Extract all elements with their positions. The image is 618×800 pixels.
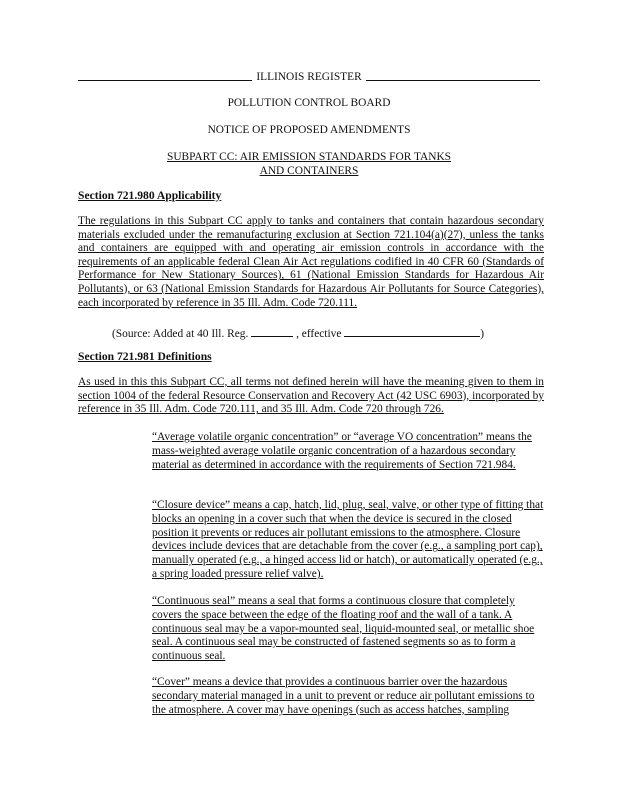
definition-closure-device: “Closure device” means a cap, hatch, lid, plug, seal, valve, or other type of fitting that blocks an opening in a cover such that when the device is secured in the closed position it prevents or reduces air pollutant emissions to the atmosphere. Closure devices include devices that are detachable from the cover (e.g., a sampling port cap), manually operated (e.g., a hinged access lid or hatch), or automatically operated (e.g., a spring loaded pressure relief valve). bbox=[152, 499, 544, 580]
definition-average-vo: “Average volatile organic concentration” or “average VO concentration” means the mass-weighted average volatile organic concentration of a hazardous secondary material as determined in accordance with the requirements of Section 721.984. bbox=[152, 431, 532, 471]
source-note bbox=[112, 326, 542, 341]
register-title: ILLINOIS REGISTER bbox=[252, 71, 365, 83]
source-mid: , effective bbox=[296, 328, 342, 340]
section-981-intro bbox=[78, 376, 544, 417]
definition-continuous-seal: “Continuous seal” means a seal that forms a continuous closure that completely covers the space between the edge of the floating roof and the wall of a tank. A continuous seal may be a vapor-mounted seal, liquid-mounted seal, or metallic shoe seal. A continuous seal may be constructed of fastened segments so as to form a continuous seal. bbox=[152, 595, 535, 663]
source-suffix: ) bbox=[480, 328, 485, 340]
section-980-body bbox=[78, 215, 544, 310]
section-980-heading: Section 721.980 Applicability bbox=[78, 189, 222, 202]
board-title: POLLUTION CONTROL BOARD bbox=[227, 97, 391, 109]
subpart-title-line2: AND CONTAINERS bbox=[259, 165, 359, 177]
definition-cover: “Cover” means a device that provides a continuous barrier over the hazardous secondary material managed in a unit to prevent or reduce air pollutant emissions to the atmosphere. A cover may have openings (such as access hatches, sampling bbox=[152, 676, 535, 716]
section-980-text: The regulations in this Subpart CC apply to tanks and containers that contain hazardous secondary materials excluded under the remanufacturing exclusion at Section 721.104(a)(27), unless the tanks and containers are equipped with and operating air emission controls in accordance with the requirements of an applicable federal Clean Air Act regulations codified in 40 CFR 60 (Standards of Performance for New Stationary Sources), 61 (National Emission Standards for Hazardous Air Pollutants), or 63 (National Emission Standards for Hazardous Air Pollutants for Source Categories), each incorporated by reference in 35 Ill. Adm. Code 720.111. bbox=[78, 215, 544, 309]
section-981-heading: Section 721.981 Definitions bbox=[78, 350, 212, 363]
subpart-title-line1: SUBPART CC: AIR EMISSION STANDARDS FOR TANKS bbox=[166, 151, 452, 163]
source-prefix: (Source: Added at 40 Ill. Reg. bbox=[112, 328, 249, 340]
section-981-intro-text: As used in this this Subpart CC, all terms not defined herein will have the meaning given to them in section 1004 of the federal Resource Conservation and Recovery Act (42 USC 6903), incorporated by reference in 35 Ill. Adm. Code 720.111, and 35 Ill. Adm. Code 720 through 726. bbox=[78, 376, 544, 416]
notice-title: NOTICE OF PROPOSED AMENDMENTS bbox=[207, 124, 411, 136]
source-date-blank bbox=[344, 326, 480, 337]
register-header bbox=[0, 71, 618, 83]
source-reg-blank bbox=[251, 326, 293, 337]
